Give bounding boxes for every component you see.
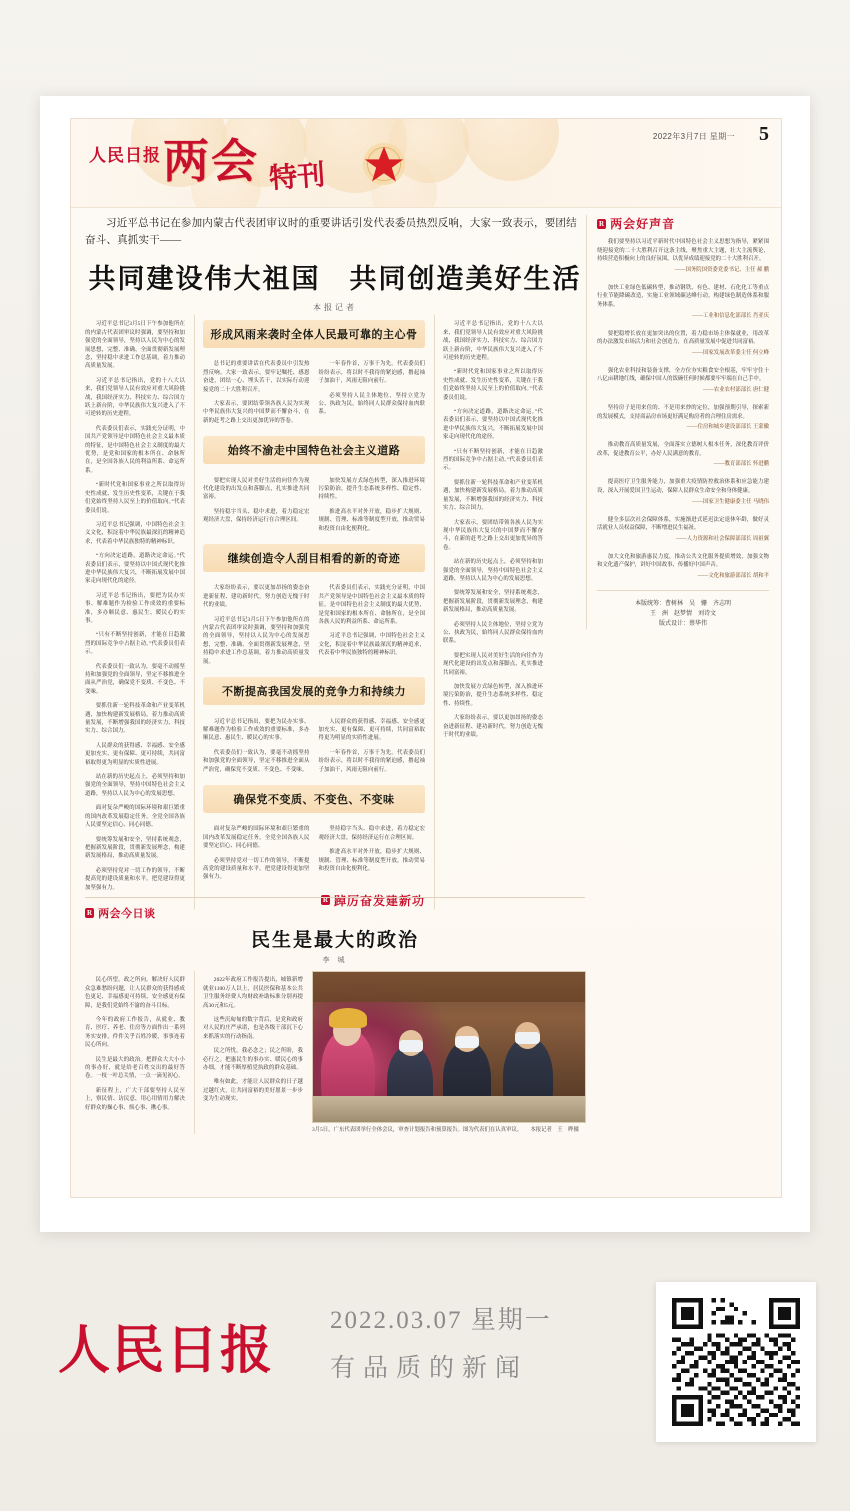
rmrb-badge-icon: R [87,909,93,917]
paragraph: 要抓住新一轮科技革命和产业变革机遇，加快构建新发展格局，着力推动高质量发展，不断增强我国的经济实力、科技实力、综合国力。 [85,703,185,735]
paragraph: 新征程上，广大干部要坚持人民至上，察民情、访民意，用心用情用力解决好群众的操心事、烦心事、揪心事。 [85,1087,185,1111]
paragraph: 大家纷纷表示，要以更加昂扬的姿态奋进新征程、建功新时代，努力创造无愧于时代的业绩。 [443,715,543,739]
quote-attribution: ——文化和旅游部部长 胡和平 [697,572,769,579]
paragraph: 习近平总书记强调，中国特色社会主义文化，积淀着中华民族最深沉的精神追求，代表着中华民族独特的精神标识。 [318,633,425,657]
article-columns [85,315,585,909]
list-item [597,441,769,469]
red-star-icon [361,141,407,187]
list-item [597,478,769,506]
masthead-publisher: 人民日报 [89,146,161,165]
paragraph: “方向决定道路，道路决定命运。”代表委员们表示，要坚持以中国式现代化推进中华民族伟大复兴，不断拓展发展中国家走向现代化的途径。 [443,409,543,441]
subhead: 始终不渝走中国特色社会主义道路 [203,436,425,464]
masthead [71,119,781,208]
feature-label: 两会今日谈 [98,908,156,920]
paragraph: 代表委员们表示，实践充分证明，中国共产党领导是中国特色社会主义最本质的特征，是中国特色社会主义制度的最大优势，是党和国家的根本所在、命脉所在，是全国各族人民的利益所系、命运所系。 [318,585,425,626]
paragraph: 习近平总书记指出，要把为民办实事、解难题作为检验工作成效的重要标准，多办顺民意、惠民生、暖民心的实事。 [203,718,310,742]
footer-logo: 人民日报 [58,1323,275,1380]
paragraph: 代表委员们一致认为，要毫不动摇坚持和加强党的全面领导，坚定不移推进全面从严治党，确保党不变质、不变色、不变味。 [203,749,310,773]
footer-brand-strip [0,1270,850,1470]
rail-heading [597,215,769,232]
paragraph: 必须坚持人民主体地位，坚持立党为公、执政为民，始终同人民群众保持血肉联系。 [318,392,425,416]
page-title: 共同建设伟大祖国 共同创造美好生活 [88,264,582,294]
paragraph: 这些沉甸甸的数字背后，是党和政府对人民的庄严承诺，也是各级干部沉下心来抓落实的行动指南。 [203,1017,303,1040]
paragraph: 习近平总书记指出，党的十八大以来，我们党领导人民有效应对重大风险挑战，我国经济实力、科技实力、综合国力跃上新台阶，中华民族伟大复兴进入了不可逆转的历史进程。 [443,321,543,362]
paragraph: 民之所忧，我必念之；民之所盼，我必行之。把惠民生的事办实、暖民心的事办细，才能不断厚植党执政的群众基础。 [203,1048,303,1072]
paragraph: 民心所望，政之所向。解决好人民群众急难愁盼问题，让人民群众的获得感成色更足、幸福感更可持续、安全感更有保障，是我们党始终不渝的奋斗目标。 [85,977,185,1009]
footer-date: 2022.03.07 星期一 [330,1307,552,1334]
column-center [194,315,425,909]
quote-attribution: ——人力资源和社会保障部部长 周祖翼 [676,535,769,542]
subhead: 继续创造令人刮目相看的新的奇迹 [203,544,425,572]
newspaper-sheet [40,96,810,1232]
paragraph: 大家纷纷表示，要以更加昂扬的姿态奋进新征程、建功新时代，努力创造无愧于时代的业绩。 [203,585,310,609]
paragraph: 坚持稳字当头、稳中求进，着力稳定宏观经济大盘，保持经济运行在合理区间。 [203,508,310,524]
paragraph: 推进高水平对外开放，稳步扩大规则、规制、管理、标准等制度型开放，推动贸易和投资自由化便利化。 [318,849,425,872]
list-item [597,330,769,358]
list-item [597,553,769,581]
page-number: 5 [759,123,769,145]
feature-photo-block [312,971,584,1134]
paragraph: “新时代党和国家事业之所以取得历史性成就、发生历史性变革，关键在于我们党始终坚持人民至上的价值取向。”代表委员们说。 [85,482,185,514]
rail-bottom-title: 踔厉奋发建新功 [333,893,425,908]
lead-kicker: 习近平总书记在参加内蒙古代表团审议时的重要讲话引发代表委员热烈反响，大家一致表示，要团结奋斗、真抓实干—— [85,218,577,246]
paragraph: 要抓住新一轮科技革命和产业变革机遇，加快构建新发展格局，着力推动高质量发展，不断增强我国的经济实力、科技实力、综合国力。 [443,479,543,512]
paragraph: 人民群众的获得感、幸福感、安全感更加充实、更有保障、更可持续，共同富裕取得更为明显的实质性进展。 [85,742,185,766]
paragraph: “只有不断坚持创新，才能在日趋激烈的国际竞争中占据主动。”代表委员们表示。 [85,632,185,656]
paragraph: 必须坚持人民主体地位，坚持立党为公、执政为民，始终同人民群众保持血肉联系。 [443,621,543,645]
masthead-title: 两会 [163,136,259,187]
quote-text: 强化农业科技和装备支撑，全方位夯实粮食安全根基，牢牢守住十八亿亩耕地红线，确保中国人的饭碗任何时候都要牢牢端在自己手中。 [597,367,769,383]
paragraph: 要统筹发展和安全，坚持系统观念，把握新发展阶段，贯彻新发展理念，构建新发展格局，推动高质量发展。 [443,590,543,614]
paragraph: 要把实现人民对美好生活的向往作为现代化建设的出发点和落脚点，扎实推进共同富裕。 [203,477,310,501]
paragraph: 今年的政府工作报告，从就业、教育、医疗、养老、住房等方面作出一系列务实安排，件件关乎百姓冷暖，事事连着民心所向。 [85,1017,185,1049]
paragraph: 2022年政府工作报告提出，城镇新增就业1100万人以上，居民医保和基本公共卫生服务经费人均财政补助标准分别再提高30元和5元。 [203,977,303,1009]
list-item [597,404,769,432]
divider [597,590,769,591]
paragraph: 要统筹发展和安全，坚持系统观念，把握新发展阶段，贯彻新发展理念，构建新发展格局，推动高质量发展。 [85,836,185,860]
feature-heading [85,905,585,921]
sidebar-voices [586,215,769,629]
quote-text: 健全多层次社会保障体系，实施渐进式延迟法定退休年龄，做好灵活就业人员权益保障，不断增进民生福祉。 [597,516,769,532]
paragraph: 总书记的重要讲话在代表委员中引发热烈反响。大家一致表示，要牢记嘱托、感恩奋进，团结一心、埋头苦干，以实际行动迎接党的二十大胜利召开。 [203,361,310,393]
paragraph: 加快发展方式绿色转型，深入推进环境污染防治，提升生态系统多样性、稳定性、持续性。 [443,684,543,707]
subhead: 确保党不变质、不变色、不变味 [203,785,425,813]
masthead-subtitle: 特刊 [268,160,327,195]
feature-body [85,971,585,1134]
qr-card[interactable] [656,1282,816,1442]
paragraph: 民生是最大的政治。把群众大大小小的事办好，就是给老百姓交出的最好答卷。一枝一叶总关情，一点一滴见初心。 [85,1056,185,1080]
paragraph: 站在新的历史起点上，必须坚持和加强党的全面领导，坚持中国特色社会主义道路，坚持以人民为中心的发展思想。 [443,559,543,582]
masthead-date: 2022年3月7日 星期一 [652,132,735,141]
rmrb-badge-icon: R [599,219,605,228]
paragraph: 大家表示，要团结带领各族人民为实现中华民族伟大复兴的中国梦而不懈奋斗，在新的赶考之路上交出更加优异的答卷。 [443,519,543,551]
feature-column-1 [85,971,185,1134]
paragraph: 面对复杂严峻的国际环境和艰巨繁重的国内改革发展稳定任务，全党全国各族人民要坚定信心、同心同德。 [203,826,310,850]
credits [597,599,769,629]
quote-text: 我们要坚持以习近平新时代中国特色社会主义思想为指导，紧紧围绕迎接党的二十大胜利召开这条主线，聚焦重大主题，壮大主流舆论，持续营造积极向上的良好氛围，以优异成绩迎接党的二十大胜利召开。 [597,239,769,263]
paragraph: 习近平总书记指出，党的十八大以来，我们党领导人民有效应对重大风险挑战，我国经济实力、科技实力、综合国力跃上新台阶，中华民族伟大复兴进入了不可逆转的历史进程。 [85,377,185,418]
credits-line: 王 洲 赵梦情 刘诗文 [649,610,716,617]
paragraph: 要把实现人民对美好生活的向往作为现代化建设的出发点和落脚点，扎实推进共同富裕。 [443,652,543,676]
quote-attribution: ——国家发展改革委主任 何立峰 [692,349,769,356]
subhead: 不断提高我国发展的竞争力和持续力 [203,677,425,705]
rmrb-badge-icon: R [322,896,328,905]
paragraph: 一年春作首，万事干为先。代表委员们纷纷表示，将以时不我待的紧迫感，撸起袖子加油干，风雨无阻向前行。 [318,749,425,773]
feature-column-2 [194,971,303,1134]
photo-caption: 3月5日，广东代表团举行全体会议，审查计划报告和预算报告。图为代表们在认真审议。 本报记者 王 晔摄 [312,1127,579,1133]
quote-text: 坚持房子是用来住的、不是用来炒的定位，加强预期引导，探索新的发展模式，支持商品房市场更好满足购房者的合理住房需求。 [597,404,769,420]
paragraph: “只有不断坚持创新，才能在日趋激烈的国际竞争中占据主动。”代表委员们表示。 [443,448,543,472]
credits-line: 本版统筹：曹树林 吴 姗 齐志明 [634,600,731,607]
list-item [597,284,769,321]
paragraph: 面对复杂严峻的国际环境和艰巨繁重的国内改革发展稳定任务，全党全国各族人民要坚定信心、同心同德。 [85,805,185,829]
list-item [597,238,769,275]
paragraph: 站在新的历史起点上，必须坚持和加强党的全面领导，坚持中国特色社会主义道路，坚持以人民为中心的发展思想。 [85,774,185,797]
paragraph: 习近平总书记指出，要把为民办实事、解难题作为检验工作成效的重要标准，多办顺民意、惠民生、暖民心的实事。 [85,592,185,624]
list-item [597,516,769,544]
quote-attribution: ——农业农村部部长 唐仁健 [702,386,769,393]
qr-code-icon[interactable] [672,1298,800,1426]
quote-text: 加大文化和旅游惠民力度，推动公共文化服务提质增效，加强文物和文化遗产保护，讲好中国故事、传播好中国声音。 [597,553,769,569]
paragraph: 大家表示，要团结带领各族人民为实现中华民族伟大复兴的中国梦而不懈奋斗，在新的赶考之路上交出更加优异的答卷。 [203,401,310,424]
conference-photo [312,971,586,1123]
quote-text: 提高医疗卫生服务能力，加强重大疫情防控救治体系和应急能力建设，深入开展爱国卫生运动，保障人民群众生命安全和身体健康。 [597,479,769,494]
feature-title: 民生是最大的政治 [250,930,419,951]
paragraph: 习近平总书记3月5日下午参加他所在的内蒙古代表团审议时强调，要坚持和加强党的全面领导，坚持以人民为中心的发展思想，完整、准确、全面贯彻新发展理念，坚持稳中求进工作总基调，着力推动高质量发展。 [203,616,310,665]
paragraph: 唯有如此，才能让人民群众的日子越过越红火，让共同富裕的美好愿景一步步变为生动现实。 [203,1079,303,1103]
newspaper-page [70,118,782,1198]
quote-text: 要把稳增长放在更加突出的位置，着力稳市场主体保就业，用改革的办法激发市场活力和社会创造力，在高质量发展中促进共同富裕。 [597,330,769,346]
paragraph: “方向决定道路，道路决定命运。”代表委员们表示，要坚持以中国式现代化推进中华民族伟大复兴，不断拓展发展中国家走向现代化的途径。 [85,553,185,585]
quote-attribution: ——国务院国资委党委书记、主任 郝 鹏 [674,266,769,273]
rail-title: 两会好声音 [610,217,676,231]
quote-text: 加快工业绿色低碳转型，推动钢铁、有色、建材、石化化工等重点行业节能降碳改造，实施工业领域碳达峰行动，构建绿色制造体系和服务体系。 [597,284,769,308]
column-right-inner [434,315,543,909]
feature-byline: 李 城 [322,957,348,964]
quote-text: 推动教育高质量发展，全面落实立德树人根本任务，深化教育评价改革，促进教育公平，办好人民满意的教育。 [597,442,769,457]
paragraph: 坚持稳字当头、稳中求进，着力稳定宏观经济大盘，保持经济运行在合理区间。 [318,826,425,841]
paragraph: 必须坚持党对一切工作的领导，不断提高党的建设质量和水平，把党建设得更加坚强有力。 [203,857,310,881]
footer-slogan: 有品质的新闻 [330,1355,529,1382]
subhead: 形成风雨来袭时全体人民最可靠的主心骨 [203,320,425,348]
paragraph: “新时代党和国家事业之所以取得历史性成就、发生历史性变革，关键在于我们党始终坚持人民至上的价值取向。”代表委员们说。 [443,369,543,401]
feature-article [85,897,585,1134]
quote-attribution: ——工业和信息化部部长 肖亚庆 [692,312,769,319]
paragraph: 推进高水平对外开放，稳步扩大规则、规制、管理、标准等制度型开放，推动贸易和投资自由化便利化。 [318,508,425,532]
paragraph: 人民群众的获得感、幸福感、安全感更加充实、更有保障、更可持续，共同富裕取得更为明显的实质性进展。 [318,718,425,742]
quote-attribution: ——国家卫生健康委主任 马晓伟 [692,498,769,505]
lead-block [85,215,585,313]
lead-byline: 本报记者 [313,303,357,312]
quote-attribution: ——住房和城乡建设部部长 王蒙徽 [686,424,769,431]
list-item [597,367,769,395]
paragraph: 一年春作首，万事干为先。代表委员们纷纷表示，将以时不我待的紧迫感，撸起袖子加油干，风雨无阻向前行。 [318,361,425,385]
column-left [85,315,185,909]
paragraph: 代表委员们一致认为，要毫不动摇坚持和加强党的全面领导，坚定不移推进全面从严治党，确保党不变质、不变色、不变味。 [85,663,185,695]
quote-attribution: ——教育部部长 怀进鹏 [713,461,769,468]
paragraph: 习近平总书记强调，中国特色社会主义文化，积淀着中华民族最深沉的精神追求，代表着中华民族独特的精神标识。 [85,521,185,545]
credits-line: 版式设计：蔡华伟 [658,620,707,627]
paragraph: 习近平总书记3月5日下午参加他所在的内蒙古代表团审议时强调，要坚持和加强党的全面领导，坚持以人民为中心的发展思想，完整、准确、全面贯彻新发展理念，坚持稳中求进工作总基调，着力推动高质量发展。 [85,321,185,370]
paragraph: 加快发展方式绿色转型，深入推进环境污染防治，提升生态系统多样性、稳定性、持续性。 [318,477,425,501]
paragraph: 必须坚持党对一切工作的领导，不断提高党的建设质量和水平，把党建设得更加坚强有力。 [85,867,185,891]
paragraph: 代表委员们表示，实践充分证明，中国共产党领导是中国特色社会主义最本质的特征，是中国特色社会主义制度的最大优势，是党和国家的根本所在、命脉所在，是全国各族人民的利益所系、命运所系。 [85,425,185,474]
